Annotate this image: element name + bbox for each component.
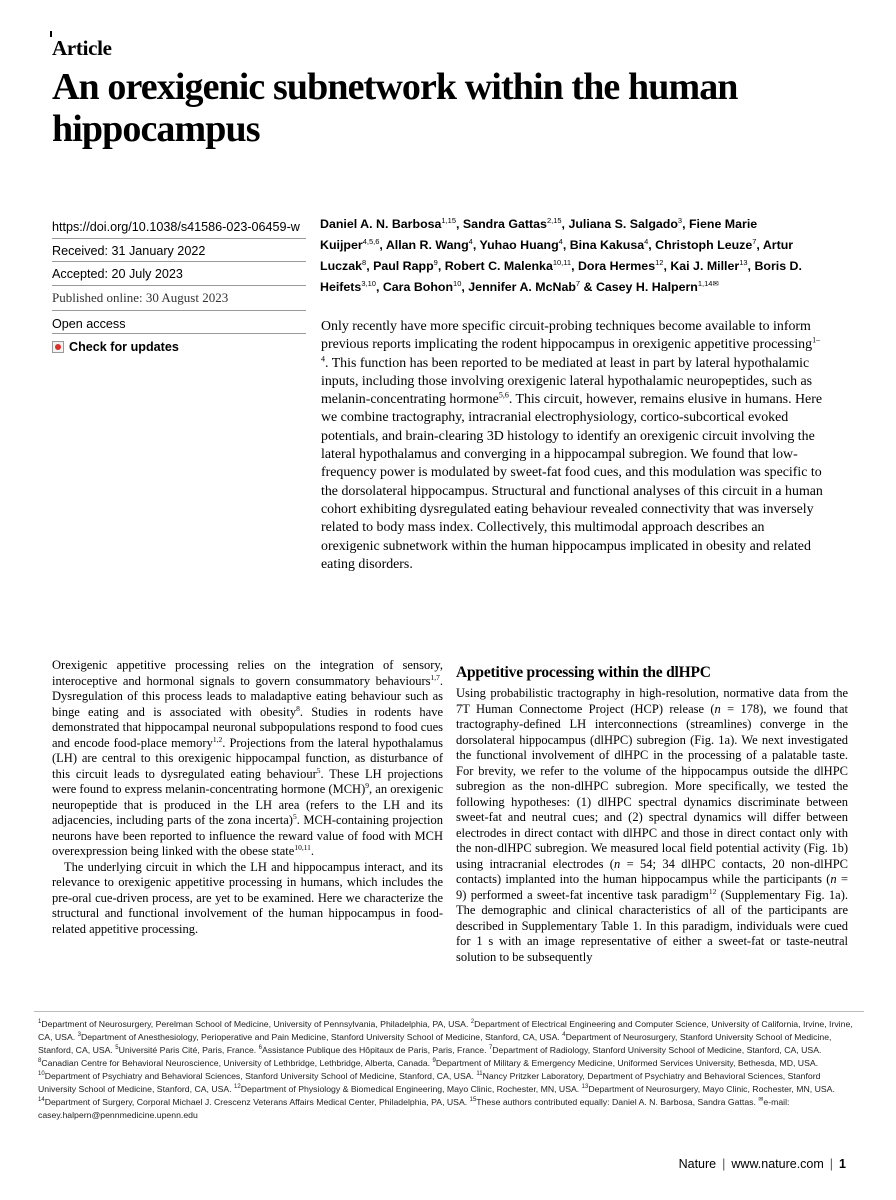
- citation-superscript: 11: [476, 1071, 483, 1078]
- text-run: = 54; 34 dlHPC contacts, 20 non-dlHPC contacts) implanted into the human hippocampus while the participants (: [456, 856, 849, 886]
- text-run: Department of Neurosurgery, Mayo Clinic, Rochester, MN, USA.: [588, 1084, 835, 1094]
- text-run: Department of Electrical Engineering and Computer Science, University of California, Irvine, Irvine, CA, USA.: [38, 1019, 853, 1042]
- citation-superscript: 10,11: [294, 842, 311, 852]
- check-for-updates-button[interactable]: [52, 340, 179, 354]
- open-access-label: Open access: [52, 317, 126, 331]
- text-run: (Supplementary Fig. 1a). The demographic and clinical characteristics of all of the participants are described in Supplementary Table 1. In this paradigm, individuals were cued for 1 s with an image representative of either a sweet-fat or taste-neutral solution to be subsequently: [456, 887, 848, 964]
- meta-divider: [52, 310, 306, 311]
- citation-superscript: 1–4: [321, 335, 821, 363]
- author-name[interactable]: Robert C. Malenka: [444, 259, 553, 274]
- citation-superscript: 2: [470, 1019, 475, 1026]
- author-separator: ,: [682, 217, 689, 232]
- author-separator: ,: [437, 259, 445, 274]
- accepted-date: Accepted: 20 July 2023: [52, 267, 183, 281]
- intro-column: [52, 658, 443, 937]
- author-list: [320, 212, 820, 297]
- text-run: Department of Radiology, Stanford University School of Medicine, Stanford, CA, USA.: [492, 1045, 822, 1055]
- text-run: .: [310, 844, 315, 858]
- author-affiliation: 3,10: [361, 279, 376, 289]
- meta-divider: [52, 238, 306, 239]
- author-name[interactable]: Boris D. Heifets: [320, 259, 802, 295]
- author-separator: ,: [562, 238, 570, 253]
- citation-superscript: 6: [258, 1045, 262, 1052]
- text-run: = 9) performed a sweet-fat incentive task paradigm: [456, 872, 848, 902]
- text-run: Assistance Publique des Hôpitaux de Paris, Paris, France.: [261, 1045, 489, 1055]
- text-run: Department of Surgery, Corporal Michael J. Crescenz Veterans Affairs Medical Center, Philadelphia, PA, USA.: [44, 1097, 470, 1107]
- author-separator: ,: [461, 280, 469, 295]
- author-separator: ,: [379, 238, 386, 253]
- text-run: These authors contributed equally: Daniel A. N. Barbosa, Sandra Gattas.: [476, 1097, 759, 1107]
- text-run: Nancy Pritzker Laboratory, Department of Psychiatry and Behavioral Sciences, Stanford University School of Medicine, Stanford, CA, USA.: [38, 1071, 821, 1094]
- text-run: Department of Physiology & Biomedical Engineering, Mayo Clinic, Rochester, MN, USA.: [240, 1084, 582, 1094]
- author-separator: ,: [456, 217, 463, 232]
- text-run: Canadian Centre for Behavioral Neuroscience, University of Lethbridge, Lethbridge, Alberta, Canada.: [41, 1058, 433, 1068]
- citation-superscript: 5,6: [498, 390, 509, 400]
- author-name[interactable]: Fiene Marie Kuijper: [320, 217, 758, 253]
- author-affiliation: 7: [575, 279, 581, 289]
- author-affiliation: 4: [558, 237, 563, 247]
- text-run: . Projections from the lateral hypothalamus (LH) are central to this orexigenic hippocampal function, as disturbance of this circuit leads to dysregulated eating behaviour: [52, 735, 443, 781]
- footer-separator: |: [722, 1157, 726, 1171]
- paragraph: [52, 658, 443, 860]
- author-affiliation: 3: [677, 216, 683, 225]
- author-separator: ,: [375, 280, 383, 295]
- citation-superscript: 9: [365, 780, 370, 790]
- italic-symbol: n: [714, 701, 721, 716]
- citation-superscript: 8: [296, 703, 300, 713]
- meta-divider: [52, 285, 306, 286]
- citation-superscript: ✉: [758, 1097, 764, 1104]
- author-separator: &: [580, 280, 596, 295]
- text-run: . These LH projections were found to express melanin-concentrating hormone (MCH): [52, 766, 443, 796]
- citation-superscript: 15: [469, 1097, 477, 1104]
- italic-symbol: n: [613, 856, 621, 871]
- abstract: [321, 318, 826, 574]
- author-separator: ,: [648, 238, 656, 253]
- citation-superscript: 5: [292, 811, 297, 821]
- section-heading: Appetitive processing within the dlHPC: [456, 664, 711, 681]
- author-affiliation: 7: [752, 237, 757, 247]
- author-affiliation: 10: [453, 279, 462, 289]
- text-run: Department of Military & Emergency Medicine, Uniformed Services University, Bethesda, MD, USA.: [435, 1058, 819, 1068]
- author-name[interactable]: Daniel A. N. Barbosa: [320, 217, 442, 232]
- citation-superscript: 9: [432, 1058, 436, 1065]
- check-for-updates-label: Check for updates: [69, 340, 179, 354]
- citation-superscript: 4: [562, 1032, 566, 1039]
- text-run: Université Paris Cité, Paris, France.: [118, 1045, 259, 1055]
- citation-superscript: 8: [38, 1058, 42, 1065]
- author-affiliation: 1,15: [441, 216, 457, 225]
- meta-divider: [52, 261, 306, 262]
- text-run: Department of Psychiatry and Behavioral Sciences, Stanford University School of Medicine, Stanford, CA, USA.: [44, 1071, 477, 1081]
- published-date: Published online: 30 August 2023: [52, 290, 229, 305]
- citation-superscript: 5: [316, 765, 321, 775]
- footnote-divider: [34, 1011, 864, 1012]
- page-number: 1: [839, 1157, 846, 1171]
- author-affiliation: 4: [644, 237, 649, 247]
- author-separator: ,: [756, 238, 763, 253]
- author-separator: ,: [571, 259, 578, 274]
- author-affiliation: 4,5,6: [362, 237, 380, 247]
- author-name[interactable]: Dora Hermes: [577, 259, 656, 274]
- author-name[interactable]: Juliana S. Salgado: [568, 217, 678, 232]
- article-title: An orexigenic subnetwork within the human hippocampus: [52, 66, 738, 150]
- received-date: Received: 31 January 2022: [52, 244, 206, 258]
- author-affiliation: 12: [655, 258, 664, 268]
- author-affiliation: 1,14✉: [697, 279, 719, 289]
- citation-superscript: 1,7: [430, 672, 440, 682]
- author-name[interactable]: Yuhao Huang: [479, 238, 559, 253]
- citation-superscript: 13: [581, 1084, 589, 1091]
- citation-superscript: 1,2: [212, 734, 223, 744]
- author-name[interactable]: Artur Luczak: [320, 238, 794, 274]
- author-affiliation: 2,15: [546, 216, 562, 225]
- text-run: Using probabilistic tractography in high-resolution, normative data from the 7T Human Connectome Project (HCP) release (: [456, 686, 848, 716]
- text-run: = 178), we found that tractography-defined LH interconnections (streamlines) converge in the dorsolateral hippocampus (dlHPC) subregion (Fig. 1a). We next investigated the functional involvement of dlHPC in the processing of a palatable taste. For brevity, we refer to the volume of the hippocampus outside the dlHPC subregion as the non-dlHPC subregion. More specifically, we tested the following hypotheses: (1) dlHPC spectral dynamics discriminate between sweet-fat and neutral cues; and (2) spectral dynamics will differ between electrodes in direct contact with dlHPC and those in direct contact only with the non-dlHPC subregion. We measured local field potential activity (Fig. 1b) using intracranial electrodes (: [456, 701, 848, 871]
- author-affiliation: 9: [433, 258, 438, 268]
- text-run: The underlying circuit in which the LH and hippocampus interact, and its relevance to orexigenic appetitive processing in humans, which includes the pre-oral cue-driven process, are yet to be examined. Here we characterize the structural and functional involvement of the human hippocampus in food-related appetitive processing.: [52, 859, 443, 936]
- citation-superscript: 12: [234, 1084, 241, 1091]
- text-run: . Studies in rodents have demonstrated that hippocampal neuronal subpopulations respond to food cues and encode food-place memory: [52, 704, 443, 750]
- author-name[interactable]: Casey H. Halpern: [595, 280, 698, 295]
- author-separator: ,: [366, 259, 374, 274]
- author-affiliation: 10,11: [552, 258, 572, 268]
- author-name[interactable]: Sandra Gattas: [462, 217, 547, 232]
- italic-symbol: n: [830, 872, 837, 886]
- author-name[interactable]: Bina Kakusa: [569, 238, 645, 253]
- author-affiliation: 4: [468, 237, 473, 247]
- text-run: . This circuit, however, remains elusive in humans. Here we combine tractography, intracranial electrophysiology, cortico-subcortical evoked potentials, and brain-clearing 3D histology to identify an orexigenic circuit involving the lateral hypothalamus and converging in a hippocampal subregion. We found that low-frequency power is modulated by sweet-fat food cues, and this modulation was specific to the dorsolateral hippocampus. Structural and functional analyses of this circuit in a human cohort exhibiting dysregulated eating behaviour revealed connectivity that was inversely related to body mass index. Collectively, this multimodal approach describes an orexigenic subnetwork within the human hippocampus implicated in obesity and related eating disorders.: [321, 392, 823, 572]
- text-run: . MCH-containing projection neurons have been reported to influence the reward value of food with MCH overexpression being linked with the obese state: [52, 813, 443, 858]
- author-name[interactable]: Allan R. Wang: [385, 238, 469, 253]
- citation-superscript: 7: [488, 1045, 493, 1052]
- paragraph: [52, 860, 443, 938]
- author-name[interactable]: Kai J. Miller: [670, 259, 740, 274]
- paragraph: [456, 686, 848, 965]
- author-name[interactable]: Christoph Leuze: [655, 238, 753, 253]
- author-affiliation: 13: [739, 258, 748, 268]
- author-separator: ,: [472, 238, 480, 253]
- text-run: Orexigenic appetitive processing relies on the integration of sensory, interoceptive and hormonal signals to govern consummatory behaviours: [52, 658, 443, 688]
- article-type-label: Article: [52, 36, 112, 60]
- journal-name: Nature: [678, 1157, 717, 1171]
- citation-superscript: 3: [77, 1032, 81, 1039]
- meta-divider: [52, 333, 306, 334]
- text-run: Department of Anesthesiology, Perioperative and Pain Medicine, Stanford University School of Medicine, Stanford, CA, USA.: [80, 1032, 563, 1042]
- author-separator: ,: [561, 217, 569, 232]
- check-for-updates-icon: [52, 341, 64, 353]
- footer-separator: |: [829, 1157, 834, 1171]
- doi-link[interactable]: https://doi.org/10.1038/s41586-023-06459-w: [52, 220, 300, 234]
- citation-superscript: 10: [38, 1071, 45, 1078]
- text-run: Only recently have more specific circuit-probing techniques become available to inform previous reports implicating the rodent hippocampus in orexigenic appetitive processing: [321, 319, 813, 353]
- author-separator: ,: [663, 259, 671, 274]
- text-run: . This function has been reported to be mediated at least in part by lateral hypothalamic inputs, including those involving orexigenic lateral hypothalamic neuropeptides, such as melanin-concentrating hormone: [321, 355, 813, 408]
- text-run: . Dysregulation of this process leads to maladaptive eating behaviour such as binge eating and is associated with obesity: [52, 673, 443, 719]
- author-name[interactable]: Jennifer A. McNab: [468, 280, 576, 295]
- author-name[interactable]: Cara Bohon: [382, 280, 454, 295]
- author-affiliation: 8: [362, 258, 367, 268]
- citation-superscript: 1: [38, 1019, 42, 1026]
- author-separator: ,: [747, 259, 755, 274]
- author-name[interactable]: Paul Rapp: [373, 259, 434, 274]
- section-body: [456, 686, 848, 965]
- citation-superscript: 5: [115, 1045, 119, 1052]
- text-run: , an orexigenic neuropeptide that is produced in the LH area (refers to the LH and its adjacencies, including parts of the zona incerta): [52, 782, 443, 827]
- text-run: Department of Neurosurgery, Perelman School of Medicine, University of Pennsylvania, Philadelphia, PA, USA.: [41, 1019, 471, 1029]
- text-run: Department of Neurosurgery, Stanford University School of Medicine, Stanford, CA, USA.: [38, 1032, 832, 1055]
- journal-site-link[interactable]: www.nature.com: [731, 1157, 824, 1171]
- affiliations-footnote: [38, 1018, 858, 1122]
- citation-superscript: 14: [38, 1097, 45, 1104]
- page-footer: [679, 1157, 846, 1171]
- text-run: e-mail: casey.halpern@pennmedicine.upenn.edu: [38, 1097, 790, 1120]
- citation-superscript: 12: [708, 886, 717, 896]
